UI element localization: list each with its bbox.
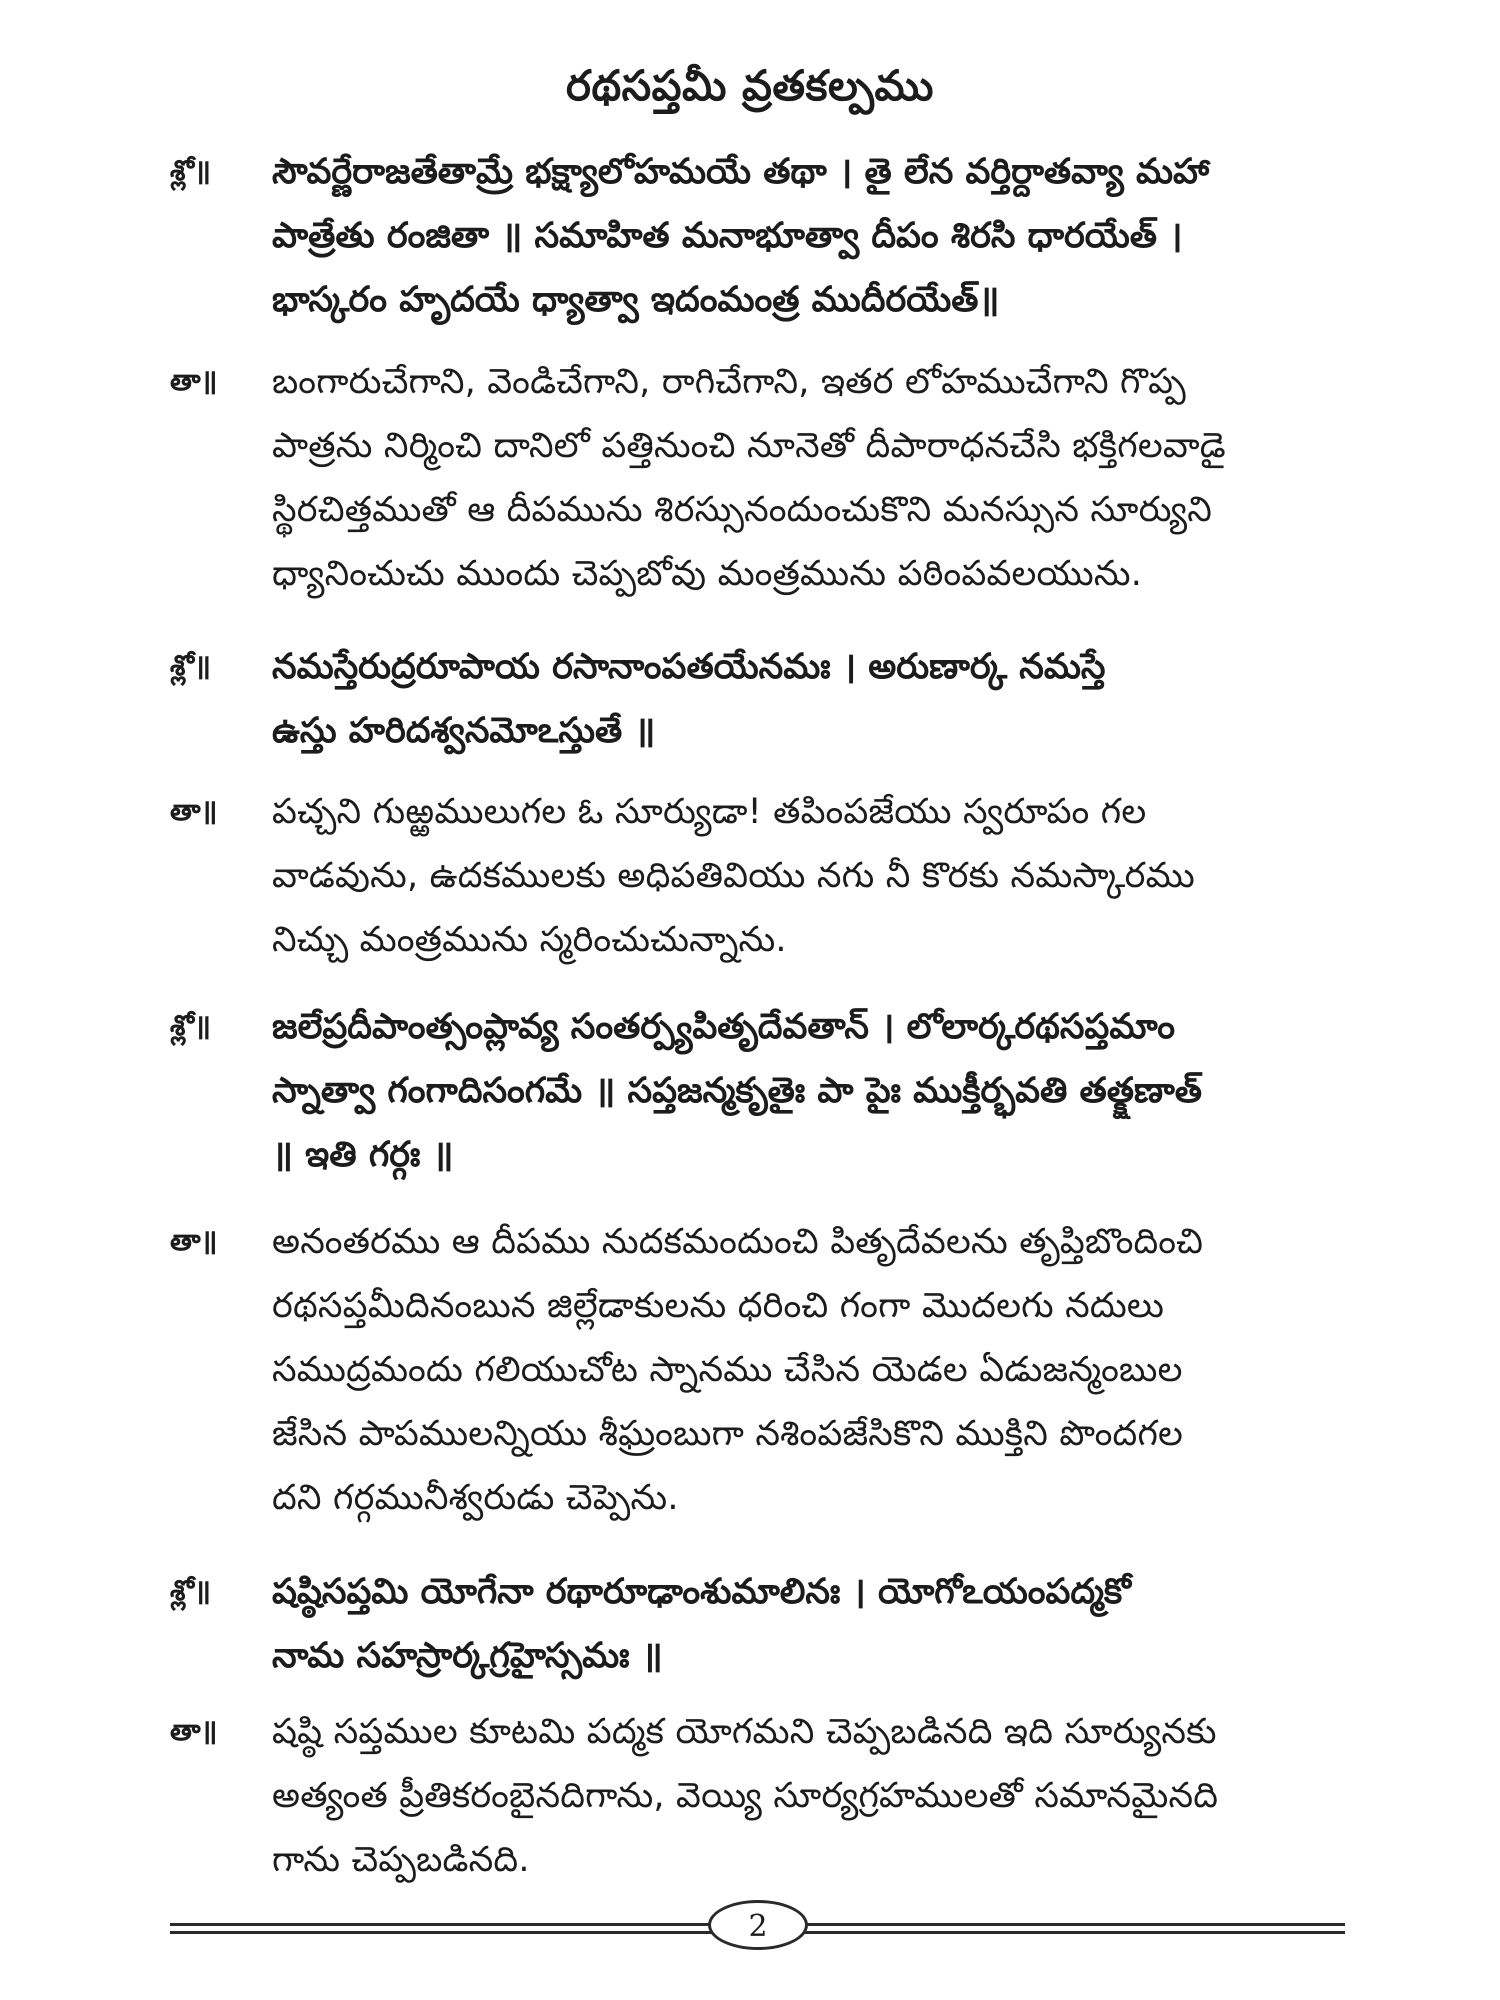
prose-line: దని గర్గమునీశ్వరుడు చెప్పెను.: [272, 1478, 679, 1518]
prose-line: అనంతరము ఆ దీపము నుదకమందుంచి పితృదేవలను తృప్తిబొందించి: [272, 1222, 1204, 1262]
prose-line: అత్యంత ప్రీతికరంబైనదిగాను, వెయ్యి సూర్యగ్రహములతో సమానమైనది: [272, 1776, 1219, 1816]
prose-line: ధ్యానించుచు ముందు చెప్పబోవు మంత్రమును పఠింపవలయును.: [272, 554, 1143, 594]
verse-line: నామ సహస్రార్కగ్రహైస్సమః ॥: [272, 1636, 663, 1676]
prose-line: వాడవును, ఉదకములకు అధిపతివియు నగు నీ కొరకు నమస్కారము: [272, 856, 1195, 896]
sloka-marker: శ్లో॥: [170, 649, 211, 682]
verse-line: ॥ ఇతి గర్గః ॥: [272, 1135, 454, 1175]
verse-line: భాస్కరం హృదయే ధ్యాత్వా ఇదంమంత్ర ముదీరయేత్॥: [272, 280, 1000, 320]
verse-line: నమస్తేరుద్రరూపాయ రసానాంపతయేనమః । అరుణార్క నమస్తే: [272, 647, 1106, 687]
page-title: రథసప్తమీ వ్రతకల్పము: [566, 61, 934, 110]
prose-line: గాను చెప్పబడినది.: [272, 1840, 530, 1880]
meaning-marker: తా॥: [170, 1714, 218, 1747]
meaning-text: [272, 352, 1345, 608]
verse-line: జలేప్రదీపాంత్సంప్లావ్య సంతర్ప్యపితృదేవతాన్ । లోలార్కరథసప్తమాం: [272, 1007, 1175, 1047]
prose-line: సముద్రమందు గలియుచోట స్నానము చేసిన యెడల ఏడుజన్మంబుల: [272, 1350, 1183, 1390]
sloka-marker: శ్లో॥: [170, 1574, 211, 1607]
meaning-marker: తా॥: [170, 794, 218, 827]
meaning-marker: తా॥: [170, 1224, 218, 1257]
meaning-marker: తా॥: [170, 364, 218, 397]
sloka-marker: శ్లో॥: [170, 154, 211, 187]
meaning-text: [272, 1702, 1345, 1894]
page-number: 2: [708, 1900, 808, 1950]
prose-line: జేసిన పాపములన్నియు శీఘ్రంబుగా నశింపజేసికొని ముక్తిని పొందగల: [272, 1414, 1184, 1454]
prose-line: స్థిరచిత్తముతో ఆ దీపమును శిరస్సునందుంచుకొని మనస్సున సూర్యుని: [272, 490, 1213, 530]
prose-line: పచ్చని గుఱ్ఱములుగల ఓ సూర్యుడా! తపింపజేయు స్వరూపం గల: [272, 792, 1147, 832]
verse-line: స్నాత్వా గంగాదిసంగమే ॥ సప్తజన్మకృతైః పా పైః ముక్తీర్భవతి తత్క్షణాత్: [272, 1071, 1203, 1111]
page-footer: [170, 1900, 1345, 1956]
prose-line: షష్ఠి సప్తముల కూటమి పద్మక యోగమని చెప్పబడినది ఇది సూర్యునకు: [272, 1712, 1217, 1752]
sloka-text: [272, 637, 1345, 765]
sloka-text: [272, 1562, 1345, 1690]
sloka-text: [272, 997, 1345, 1189]
sloka-marker: శ్లో॥: [170, 1009, 211, 1042]
prose-line: పాత్రను నిర్మించి దానిలో పత్తినుంచి నూనెతో దీపారాధనచేసి భక్తిగలవాడై: [272, 426, 1226, 466]
prose-line: రథసప్తమీదినంబున జిల్లేడాకులను ధరించి గంగా మొదలగు నదులు: [272, 1286, 1165, 1326]
meaning-text: [272, 782, 1345, 974]
meaning-text: [272, 1212, 1345, 1532]
verse-line: షష్ఠిసప్తమి యోగేనా రథారూఢాంశుమాలినః । యోగోఽయంపద్మకో: [272, 1572, 1131, 1612]
prose-line: బంగారుచేగాని, వెండిచేగాని, రాగిచేగాని, ఇతర లోహముచేగాని గొప్ప: [272, 362, 1186, 402]
prose-line: నిచ్చు మంత్రమును స్మరించుచున్నాను.: [272, 920, 787, 960]
verse-line: సౌవర్ణేరాజతేతామ్రే భక్ష్యాలోహమయే తథా । తై లేన వర్తిర్దాతవ్యా మహా: [272, 152, 1210, 192]
sloka-text: [272, 142, 1345, 334]
verse-line: పాత్రేతు రంజితా ॥ సమాహిత మనాభూత్వా దీపం శిరసి ధారయేత్ ।: [272, 216, 1183, 256]
verse-line: ఉస్తు హరిదశ్వనమోఽస్తుతే ॥: [272, 711, 656, 751]
